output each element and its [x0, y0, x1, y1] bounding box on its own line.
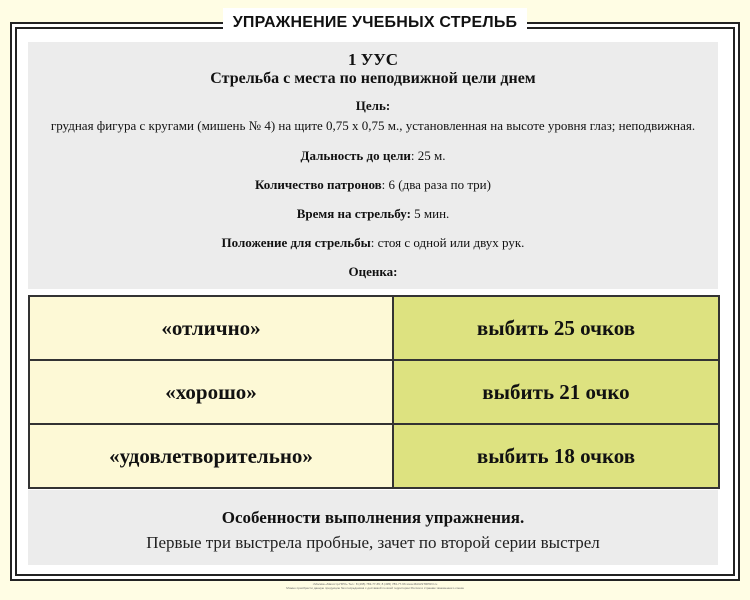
poster-title: УПРАЖНЕНИЕ УЧЕБНЫХ СТРЕЛЬБ [223, 8, 528, 38]
result-cell: выбить 25 очков [393, 296, 719, 360]
features-title: Особенности выполнения упражнения. [221, 508, 525, 527]
time-value: 5 мин. [410, 206, 450, 221]
position-line [28, 235, 718, 251]
table-row [29, 360, 719, 424]
position-label: Положение для стрельбы [221, 235, 371, 250]
grade-label: Оценка: [348, 264, 398, 279]
footer-line-2: Можно приобрести данную продукцию без посредников с доставкой по всей территории России и странам таможенного союза [286, 586, 464, 590]
distance-line [28, 148, 718, 164]
poster-title-wrap [0, 8, 750, 38]
publisher-footer [0, 582, 750, 590]
grades-table [28, 295, 720, 489]
distance-value: : 25 м. [410, 148, 446, 163]
result-cell: выбить 21 очко [393, 360, 719, 424]
features-text: Первые три выстрела пробные, зачет по второй серии выстрел [146, 533, 600, 552]
time-line [28, 206, 718, 222]
distance-label: Дальность до цели [300, 148, 411, 163]
grade-cell: «хорошо» [29, 360, 393, 424]
footer-line-1: г.Москва «Магистр-ПРО» Тел.: 8 (495) 783-77-65; 8 (495) 783-77-66 www.MAGISTRPRO.ru [312, 582, 438, 586]
table-row [29, 296, 719, 360]
goal-text: грудная фигура с кругами (мишень № 4) на щите 0,75 х 0,75 м., установленная на высоте уровня глаз; неподвижная. [50, 118, 696, 133]
ammo-line [28, 177, 718, 193]
exercise-info-panel [28, 42, 718, 289]
time-label: Время на стрельбу: [296, 206, 411, 221]
ammo-value: : 6 (два раза по три) [381, 177, 491, 192]
features-panel [28, 490, 718, 565]
ammo-label: Количество патронов [255, 177, 382, 192]
grade-cell: «отлично» [29, 296, 393, 360]
exercise-number: 1 УУС [348, 50, 398, 69]
position-value: : стоя с одной или двух рук. [370, 235, 525, 250]
table-row [29, 424, 719, 488]
result-cell: выбить 18 очков [393, 424, 719, 488]
grade-cell: «удовлетворительно» [29, 424, 393, 488]
exercise-name: Стрельба с места по неподвижной цели днем [210, 70, 536, 87]
goal-label: Цель: [355, 98, 391, 113]
